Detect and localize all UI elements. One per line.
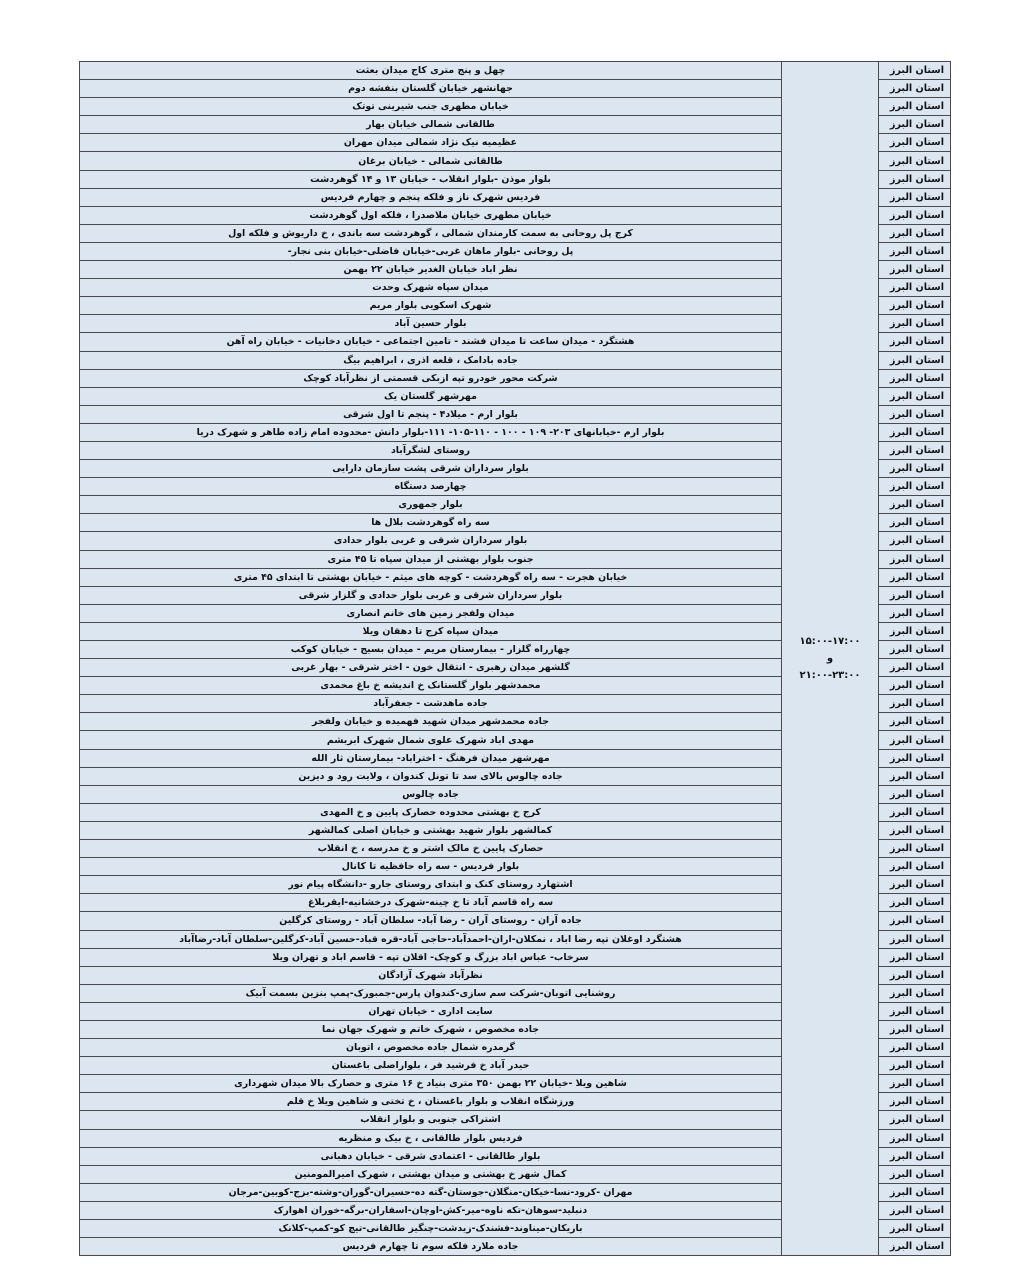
province-cell: استان البرز [879, 152, 951, 170]
area-cell: سرخاب- عباس اباد بزرگ و کوچک- اقلان تپه - قاسم اباد و تهران ویلا [80, 948, 782, 966]
area-cell: بلوار طالقانی - اعتمادی شرقی - خیابان دهبانی [80, 1147, 782, 1165]
area-cell: جاده محمدشهر میدان شهید فهمیده و خیابان ولفجر [80, 713, 782, 731]
area-cell: حصارک پایین خ مالک اشتر و خ مدرسه ، خ انقلاب [80, 840, 782, 858]
area-cell: چهارصد دستگاه [80, 478, 782, 496]
province-cell: استان البرز [879, 1002, 951, 1020]
province-cell: استان البرز [879, 1147, 951, 1165]
province-cell: استان البرز [879, 423, 951, 441]
province-cell: استان البرز [879, 894, 951, 912]
area-cell: جاده آران - روستای آران - رضا آباد- سلطان آباد - روستای کرگلین [80, 912, 782, 930]
area-cell: طالقانی شمالی خیابان بهار [80, 116, 782, 134]
outage-schedule-table [79, 61, 951, 1256]
province-cell: استان البرز [879, 695, 951, 713]
province-cell: استان البرز [879, 315, 951, 333]
area-cell: مهرشهر گلستان یک [80, 387, 782, 405]
area-cell: بلوار ارم - میلاد۴ - پنجم تا اول شرقی [80, 405, 782, 423]
area-cell: هشتگرد - میدان ساعت تا میدان فشند - تامین اجتماعی - خیابان دخانیات - خیابان راه آهن [80, 333, 782, 351]
province-cell: استان البرز [879, 568, 951, 586]
area-cell: جاده چالوس بالای سد تا تونل کندوان ، ولایت رود و دیزین [80, 767, 782, 785]
area-cell: میدان سپاه کرج تا دهقان ویلا [80, 622, 782, 640]
area-cell: کمال شهر خ بهشتی و میدان بهشتی ، شهرک امیرالمومنین [80, 1165, 782, 1183]
area-cell: خیابان مطهری جنب شیرینی توتک [80, 98, 782, 116]
area-cell: فردیس بلوار طالقانی ، خ بیک و منظریه [80, 1129, 782, 1147]
area-cell: فردیس شهرک ناز و فلکه پنجم و چهارم فردیس [80, 188, 782, 206]
area-cell: شهرک اسکویی بلوار مریم [80, 297, 782, 315]
area-cell: جنوب بلوار بهشتی از میدان سپاه تا ۴۵ متری [80, 550, 782, 568]
area-cell: بلوار سرداران شرقی و غربی بلوار حدادی و گلزار شرقی [80, 586, 782, 604]
province-cell: استان البرز [879, 242, 951, 260]
province-cell: استان البرز [879, 550, 951, 568]
province-cell: استان البرز [879, 1201, 951, 1219]
province-cell: استان البرز [879, 767, 951, 785]
area-cell: بلوار سرداران شرقی پشت سازمان دارایی [80, 460, 782, 478]
province-cell: استان البرز [879, 876, 951, 894]
area-cell: اشتراکی جنوبی و بلوار انقلاب [80, 1111, 782, 1129]
table-row [80, 62, 951, 80]
province-cell: استان البرز [879, 170, 951, 188]
province-cell: استان البرز [879, 297, 951, 315]
time-text: ۱۵:۰۰-۱۷:۰۰ [799, 636, 861, 648]
province-cell: استان البرز [879, 514, 951, 532]
area-cell: گرمدره شمال جاده مخصوص ، اتوبان [80, 1039, 782, 1057]
area-cell: عظیمیه نیک نژاد شمالی میدان مهران [80, 134, 782, 152]
province-cell: استان البرز [879, 803, 951, 821]
area-cell: جاده مخصوص ، شهرک خاتم و شهرک جهان نما [80, 1020, 782, 1038]
area-cell: گلشهر میدان رهبری - انتقال خون - اختر شرقی - بهار غربی [80, 659, 782, 677]
area-cell: سه راه قاسم آباد تا خ چینه-شهرک درخشانیه-ایقربلاغ [80, 894, 782, 912]
province-cell: استان البرز [879, 677, 951, 695]
province-cell: استان البرز [879, 984, 951, 1002]
province-cell: استان البرز [879, 351, 951, 369]
province-cell: استان البرز [879, 405, 951, 423]
province-cell: استان البرز [879, 134, 951, 152]
province-cell: استان البرز [879, 622, 951, 640]
area-cell: میدان ولفجر زمین های خانم انصاری [80, 604, 782, 622]
area-cell: نظرآباد شهرک آزادگان [80, 966, 782, 984]
time-text: و [826, 653, 834, 665]
area-cell: پل روحانی -بلوار ماهان غربی-خیابان فاضلی-خیابان بنی نجار- [80, 242, 782, 260]
area-cell: خیابان مطهری خیابان ملاصدرا ، فلکه اول گوهردشت [80, 206, 782, 224]
province-cell: استان البرز [879, 749, 951, 767]
time-text: ۲۱:۰۰-۲۳:۰۰ [799, 670, 861, 682]
province-cell: استان البرز [879, 496, 951, 514]
province-cell: استان البرز [879, 478, 951, 496]
area-cell: جاده ماهدشت - جعفرآباد [80, 695, 782, 713]
area-cell: دنبلید-سوهان-تکه ناوه-میر-کش-اوچان-اسفاران-برگه-خوران اهوارک [80, 1201, 782, 1219]
area-cell: بلوار موذن -بلوار انقلاب - خیابان ۱۳ و ۱۴ گوهردشت [80, 170, 782, 188]
province-cell: استان البرز [879, 1129, 951, 1147]
province-cell: استان البرز [879, 604, 951, 622]
area-cell: نظر اباد خیابان الغدیر خیابان ۲۲ بهمن [80, 261, 782, 279]
area-cell: کرج پل روحانی به سمت کارمندان شمالی ، گوهردشت سه باندی ، خ داریوش و فلکه اول [80, 224, 782, 242]
province-cell: استان البرز [879, 930, 951, 948]
province-cell: استان البرز [879, 948, 951, 966]
province-cell: استان البرز [879, 840, 951, 858]
province-cell: استان البرز [879, 333, 951, 351]
province-cell: استان البرز [879, 441, 951, 459]
province-cell: استان البرز [879, 224, 951, 242]
area-cell: میدان سپاه شهرک وحدت [80, 279, 782, 297]
province-cell: استان البرز [879, 1075, 951, 1093]
province-cell: استان البرز [879, 659, 951, 677]
province-cell: استان البرز [879, 966, 951, 984]
province-cell: استان البرز [879, 641, 951, 659]
area-cell: چهارراه گلزار - بیمارستان مریم - میدان بسیج - خیابان کوکب [80, 641, 782, 659]
province-cell: استان البرز [879, 1020, 951, 1038]
area-cell: خیابان هجرت - سه راه گوهردشت - کوچه های میثم - خیابان بهشتی تا ابتدای ۴۵ متری [80, 568, 782, 586]
table-body [80, 62, 951, 1256]
area-cell: طالقانی شمالی - خیابان برغان [80, 152, 782, 170]
province-cell: استان البرز [879, 460, 951, 478]
province-cell: استان البرز [879, 1220, 951, 1238]
province-cell: استان البرز [879, 188, 951, 206]
province-cell: استان البرز [879, 858, 951, 876]
province-cell: استان البرز [879, 206, 951, 224]
area-cell: اشتهارد روستای کنک و ابتدای روستای جارو -دانشگاه پیام نور [80, 876, 782, 894]
province-cell: استان البرز [879, 1183, 951, 1201]
area-cell: شاهین ویلا -خیابان ۲۲ بهمن ۳۵۰ متری بنیاد خ ۱۶ متری و حصارک بالا میدان شهرداری [80, 1075, 782, 1093]
province-cell: استان البرز [879, 586, 951, 604]
area-cell: جاده چالوس [80, 785, 782, 803]
area-cell: محمدشهر بلوار گلستانک خ اندیشه خ باغ محمدی [80, 677, 782, 695]
province-cell: استان البرز [879, 1057, 951, 1075]
area-cell: بلوار حسین آباد [80, 315, 782, 333]
area-cell: کمالشهر بلوار شهید بهشتی و خیابان اصلی کمالشهر [80, 821, 782, 839]
area-cell: هشتگرد اوغلان تپه رضا اباد ، نمکلان-اران-احمدآباد-حاجی آباد-قره قباد-حسین آباد-کرگلین-سلطان آباد-رضاآباد [80, 930, 782, 948]
province-cell: استان البرز [879, 369, 951, 387]
area-cell: بلوار جمهوری [80, 496, 782, 514]
province-cell: استان البرز [879, 116, 951, 134]
area-cell: جهانشهر خیابان گلستان بنفشه دوم [80, 80, 782, 98]
province-cell: استان البرز [879, 98, 951, 116]
area-cell: بلوار ارم -خیابانهای ۲۰۳- ۱۰۹ - ۱۰۰ - ۱۱۰-۱۰۵- ۱۱۱-بلوار دانش -محدوده امام زاده طاهر و شهرک دریا [80, 423, 782, 441]
area-cell: مهران -کرود-نسا-خیکان-منگلان-جوستان-گته ده-حسیران-گوران-وشته-بزج-کوبین-مرجان [80, 1183, 782, 1201]
province-cell: استان البرز [879, 731, 951, 749]
province-cell: استان البرز [879, 1039, 951, 1057]
area-cell: شرکت محور خودرو تپه ازبکی قسمتی از نظرآباد کوچک [80, 369, 782, 387]
time-cell [782, 62, 879, 1256]
area-cell: بلوار فردیس - سه راه حافظیه تا کانال [80, 858, 782, 876]
area-cell: جاده بادامک ، قلعه اذری ، ابراهیم بیگ [80, 351, 782, 369]
area-cell: جاده ملارد فلکه سوم تا چهارم فردیس [80, 1238, 782, 1256]
province-cell: استان البرز [879, 912, 951, 930]
province-cell: استان البرز [879, 1238, 951, 1256]
area-cell: چهل و پنج متری کاج میدان بعثت [80, 62, 782, 80]
province-cell: استان البرز [879, 532, 951, 550]
area-cell: کرج خ بهشتی محدوده حصارک پایین و خ المهدی [80, 803, 782, 821]
province-cell: استان البرز [879, 785, 951, 803]
province-cell: استان البرز [879, 80, 951, 98]
area-cell: بلوار سرداران شرقی و غربی بلوار حدادی [80, 532, 782, 550]
area-cell: حیدر آباد خ فرشید فر ، بلواراصلی باغستان [80, 1057, 782, 1075]
area-cell: روشنایی اتوبان-شرکت سم سازی-کندوان پارس-جمبورک-پمپ بنزین بسمت آبیک [80, 984, 782, 1002]
province-cell: استان البرز [879, 62, 951, 80]
province-cell: استان البرز [879, 713, 951, 731]
area-cell: روستای لشگرآباد [80, 441, 782, 459]
area-cell: سه راه گوهردشت بلال ها [80, 514, 782, 532]
province-cell: استان البرز [879, 279, 951, 297]
province-cell: استان البرز [879, 1093, 951, 1111]
province-cell: استان البرز [879, 1165, 951, 1183]
area-cell: ورزشگاه انقلاب و بلوار باغستان ، خ تختی و شاهین ویلا خ قلم [80, 1093, 782, 1111]
province-cell: استان البرز [879, 387, 951, 405]
province-cell: استان البرز [879, 261, 951, 279]
province-cell: استان البرز [879, 1111, 951, 1129]
province-cell: استان البرز [879, 821, 951, 839]
area-cell: باریکان-میناوند-فشندک-زیدشت-چنگیز طالقانی-تیچ کو-کمپ-کلانک [80, 1220, 782, 1238]
area-cell: مهرشهر میدان فرهنگ - اختراباد- بیمارستان ثار الله [80, 749, 782, 767]
area-cell: مهدی اباد شهرک علوی شمال شهرک ابریشم [80, 731, 782, 749]
area-cell: سایت اداری - خیابان تهران [80, 1002, 782, 1020]
